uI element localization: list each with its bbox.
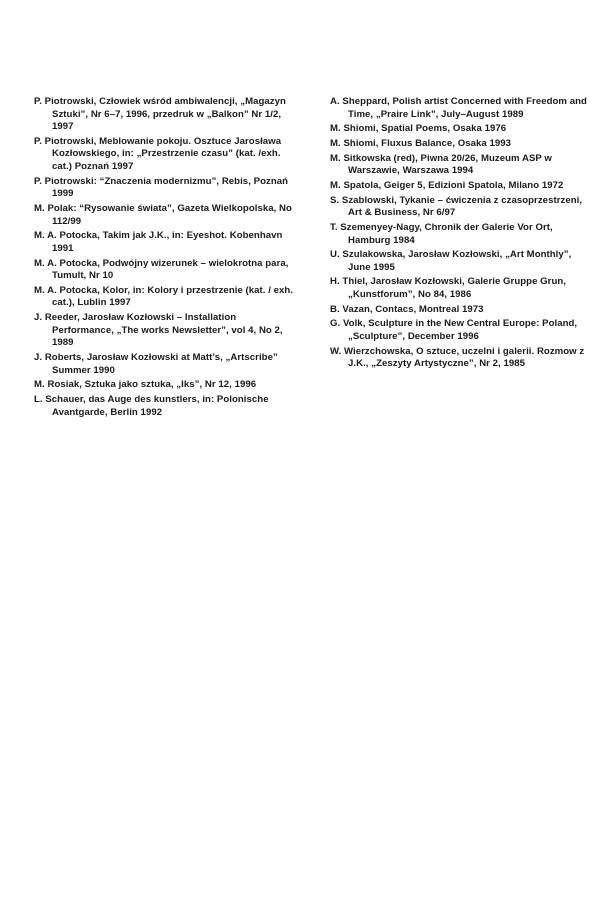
bibliography-entry: J. Roberts, Jarosław Kozłowski at Matt’s, „Artscribe” Summer 1990 [34,352,278,376]
bibliography-left-column [34,96,294,421]
bibliography-entry: M. Rosiak, Sztuka jako sztuka, „Iks”, Nr 12, 1996 [34,379,257,391]
bibliography-entry: L. Schauer, das Auge des kunstlers, in: Polonische Avantgarde, Berlin 1992 [34,394,269,418]
bibliography-entry: M. A. Potocka, Kolor, in: Kolory i przestrzenie (kat. / exh. cat.), Lublin 1997 [34,284,294,309]
bibliography-right-column [330,96,592,373]
bibliography-entry: M. Polak: “Rysowanie świata”, Gazeta Wielkopolska, No 112/99 [34,203,292,227]
bibliography-entry: M. Spatola, Geiger 5, Edizioni Spatola, Milano 1972 [330,179,564,191]
bibliography-entry: T. Szemenyey-Nagy, Chronik der Galerie Vor Ort, Hamburg 1984 [330,221,553,246]
bibliography-entry: J. Reeder, Jarosław Kozłowski – Installation Performance, „The works Newsletter”, vol 4, No 2, 1989 [34,312,283,349]
bibliography-entry: S. Szablowski, Tykanie – ćwiczenia z czasoprzestrzeni, Art & Business, Nr 6/97 [330,194,583,219]
bibliography-entry: M. A. Potocka, Podwójny wizerunek – wielokrotna para, Tumult, Nr 10 [34,257,289,282]
bibliography-entry: B. Vazan, Contacs, Montreal 1973 [330,303,484,315]
bibliography-entry: P. Piotrowski, Meblowanie pokoju. Osztuce Jarosława Kozłowskiego, in: „Przestrzenie czasu” (kat. /exh. cat.) Poznań 1997 [34,135,282,173]
bibliography-entry: A. Sheppard, Polish artist Concerned with Freedom and Time, „Praire Link”, July–August 1989 [330,96,587,120]
bibliography-entry: G. Volk, Sculpture in the New Central Europe: Poland, „Sculpture”, December 1996 [330,318,578,343]
bibliography-entry: M. Sitkowska (red), Piwna 20/26, Muzeum ASP w Warszawie, Warszawa 1994 [330,152,552,177]
bibliography-entry: U. Szulakowska, Jarosław Kozłowski, „Art Monthly”, June 1995 [330,249,572,273]
bibliography-entry: W. Wierzchowska, O sztuce, uczelni i galerii. Rozmow z J.K., „Zeszyty Artystyczne”, Nr 2, 1985 [330,345,585,370]
bibliography-entry: M. A. Potocka, Takim jak J.K., in: Eyeshot. Kobenhavn 1991 [34,230,283,254]
bibliography-entry: P. Piotrowski: “Znaczenia modernizmu”, Rebis, Poznań 1999 [34,175,289,200]
bibliography-entry: P. Piotrowski, Człowiek wśród ambiwalencji, „Magazyn Sztuki”, Nr 6–7, 1996, przedruk w „Balkon” Nr 1/2, 1997 [34,96,286,133]
bibliography-entry: H. Thiel, Jarosław Kozłowski, Galerie Gruppe Grun, „Kunstforum”, No 84, 1986 [330,276,567,301]
bibliography-entry: M. Shiomi, Fluxus Balance, Osaka 1993 [330,137,512,149]
bibliography-entry: M. Shiomi, Spatial Poems, Osaka 1976 [330,123,507,135]
